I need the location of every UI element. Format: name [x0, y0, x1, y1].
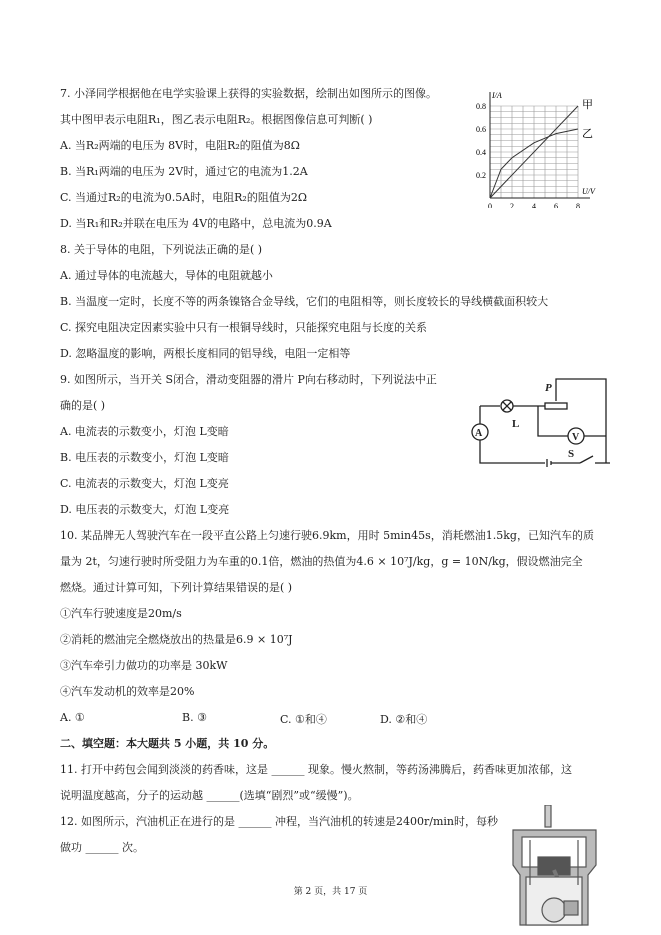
section-heading: 二、填空题：本大题共 5 小题，共 10 分。	[60, 737, 275, 750]
voltmeter-label: V	[572, 432, 580, 443]
q8-stem: 8. 关于导体的电阻，下列说法正确的是( )	[60, 243, 263, 256]
q10-option-c: C. ①和④	[280, 713, 327, 726]
q7-stem: 其中图甲表示电阻R₁，图乙表示电阻R₂。根据图像信息可判断( )	[60, 113, 373, 126]
slider-label: P	[545, 382, 552, 394]
x-tick-label: 2	[510, 202, 514, 208]
q10-option-b: B. ③	[182, 711, 207, 724]
q10-stem: 10. 某品牌无人驾驶汽车在一段平直公路上匀速行驶6.9km，用时 5min45s，消耗燃油1.5kg，已知汽车的质	[60, 529, 594, 542]
q9-option-b: B. 电压表的示数变小，灯泡 L变暗	[60, 451, 229, 464]
q10-stem: 燃烧。通过计算可知，下列计算结果错误的是( )	[60, 581, 293, 594]
ammeter-label: A	[475, 428, 483, 439]
circuit-diagram	[450, 375, 610, 470]
q9-stem: 确的是( )	[60, 399, 106, 412]
y-tick-label: 0.4	[476, 148, 486, 157]
y-tick-label: 0.6	[476, 125, 486, 134]
x-tick-label: 6	[554, 202, 558, 208]
series-label: 甲	[582, 99, 593, 111]
q9-option-a: A. 电流表的示数变小，灯泡 L变暗	[60, 425, 229, 438]
q10-statement: ④汽车发动机的效率是20%	[60, 685, 195, 698]
y-tick-label: 0.2	[476, 171, 486, 180]
q8-option-d: D. 忽略温度的影响，两根长度相同的铝导线，电阻一定相等	[60, 347, 351, 360]
q10-option-d: D. ②和④	[380, 713, 428, 726]
q11-text: 11. 打开中药包会闻到淡淡的药香味，这是 ______ 现象。慢火熬制，等药汤沸腾后，药香味更加浓郁，这	[60, 763, 572, 776]
lamp-label: L	[512, 418, 520, 430]
q9-stem: 9. 如图所示，当开关 S闭合，滑动变阻器的滑片 P向右移动时，下列说法中正	[60, 373, 437, 386]
x-axis-label: U/V	[582, 187, 595, 196]
q9-option-d: D. 电压表的示数变大，灯泡 L变亮	[60, 503, 230, 516]
q11-text: 说明温度越高，分子的运动越 ______(选填“剧烈”或“缓慢”)。	[60, 789, 359, 802]
page-footer: 第 2 页，共 17 页	[293, 887, 368, 897]
q12-text: 做功 ______ 次。	[60, 841, 144, 854]
x-tick-label: 8	[576, 202, 580, 208]
y-tick-label: 0.8	[476, 102, 486, 111]
switch-label: S	[568, 448, 575, 460]
engine-diagram	[508, 805, 603, 930]
q10-statement: ②消耗的燃油完全燃烧放出的热量是6.9 × 10⁷J	[60, 633, 293, 646]
q7-option-b: B. 当R₁两端的电压为 2V时，通过它的电流为1.2A	[60, 165, 308, 178]
iv-graph	[470, 88, 600, 208]
q10-statement: ①汽车行驶速度是20m/s	[60, 607, 182, 620]
q8-option-c: C. 探究电阻决定因素实验中只有一根铜导线时，只能探究电阻与长度的关系	[60, 321, 428, 334]
q7-stem: 7. 小泽同学根据他在电学实验课上获得的实验数据，绘制出如图所示的图像。	[60, 87, 437, 100]
q9-option-c: C. 电流表的示数变大，灯泡 L变亮	[60, 477, 229, 490]
q10-stem: 量为 2t，匀速行驶时所受阻力为车重的0.1倍，燃油的热值为4.6 × 10⁷J/kg，g = 10N/kg，假设燃油完全	[60, 555, 583, 568]
x-tick-label: 4	[532, 202, 536, 208]
x-tick-label: 0	[488, 202, 492, 208]
q8-option-b: B. 当温度一定时，长度不等的两条镍铬合金导线，它们的电阻相等，则长度较长的导线横截面积较大	[60, 295, 549, 308]
q12-text: 12. 如图所示，汽油机正在进行的是 ______ 冲程，当汽油机的转速是2400r/min时，每秒	[60, 815, 498, 828]
q10-statement: ③汽车牵引力做功的功率是 30kW	[60, 659, 228, 672]
y-axis-label: I/A	[492, 91, 502, 100]
q8-option-a: A. 通过导体的电流越大，导体的电阻就越小	[60, 269, 273, 282]
q7-option-c: C. 当通过R₂的电流为0.5A时，电阻R₂的阻值为2Ω	[60, 191, 307, 204]
series-label: 乙	[582, 128, 593, 140]
q7-option-d: D. 当R₁和R₂并联在电压为 4V的电路中，总电流为0.9A	[60, 217, 332, 230]
q7-option-a: A. 当R₂两端的电压为 8V时，电阻R₂的阻值为8Ω	[60, 139, 300, 152]
q10-option-a: A. ①	[60, 711, 85, 724]
